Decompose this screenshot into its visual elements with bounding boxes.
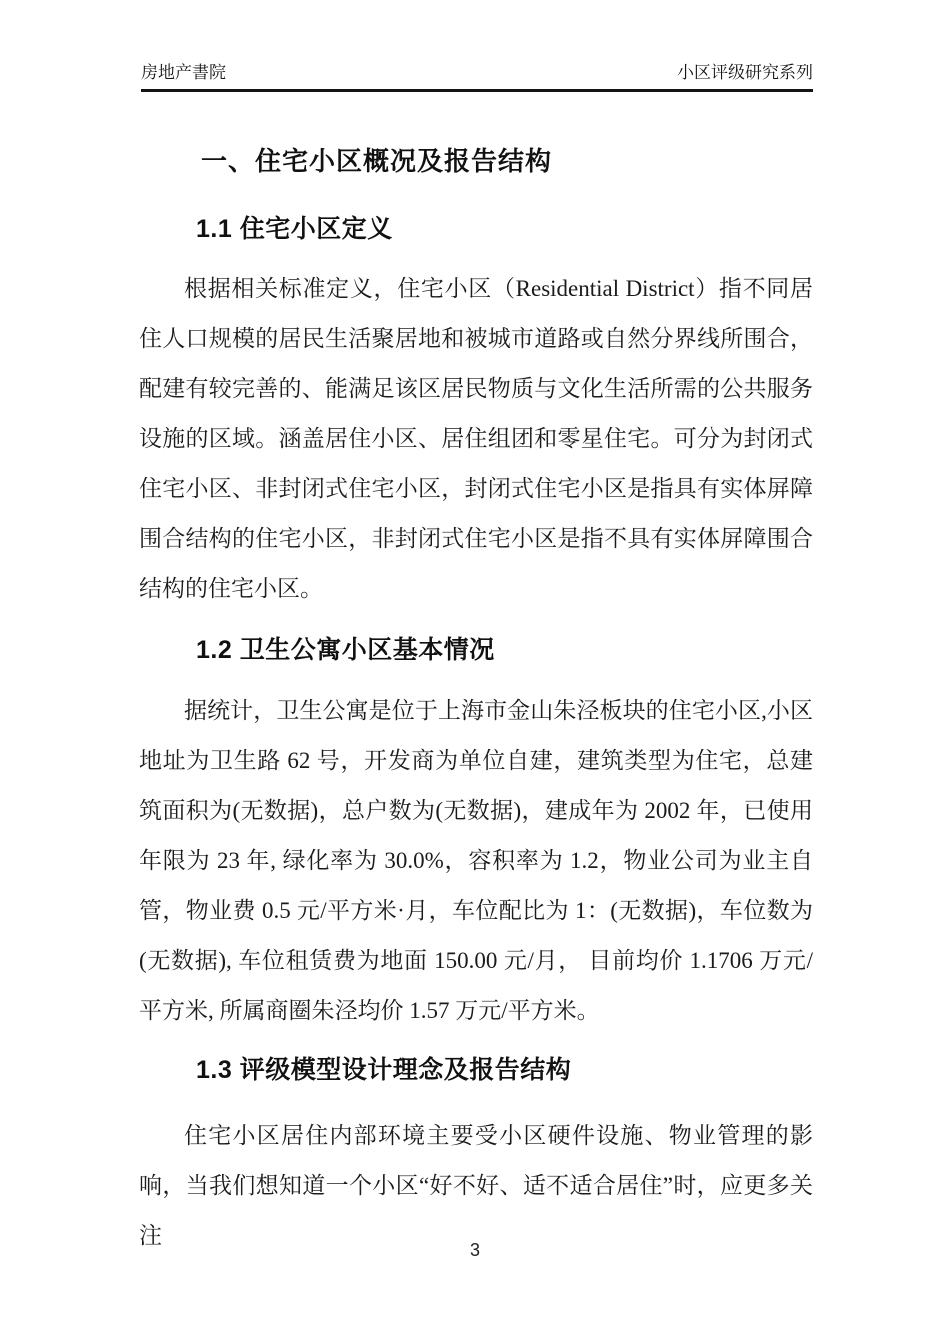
section-heading-1-2: 1.2 卫生公寓小区基本情况 [196, 636, 495, 664]
chapter-title: 一、住宅小区概况及报告结构 [201, 146, 553, 176]
page-number: 3 [469, 1240, 480, 1260]
section-1-1-paragraph: 根据相关标准定义，住宅小区（Residential District）指不同居住人口规模的居民生活聚居地和被城市道路或自然分界线所围合，配建有较完善的、能满足该区居民物质与文化生活所需的公共服务设施的区域。涵盖居住小区、居住组团和零星住宅。可分为封闭式住宅小区、非封闭式住宅小区，封闭式住宅小区是指具有实体屏障围合结构的住宅小区，非封闭式住宅小区是指不具有实体屏障围合结构的住宅小区。 [139, 276, 813, 601]
section-1-2-paragraph: 据统计，卫生公寓是位于上海市金山朱泾板块的住宅小区,小区地址为卫生路 62 号，开发商为单位自建，建筑类型为住宅，总建筑面积为(无数据)，总户数为(无数据)，建成年为 2002 年，已使用年限为 23 年, 绿化率为 30.0%，容积率为 1.2，物业公司为业主自管，物业费 0.5 元/平方米·月，车位配比为 1：(无数据)，车位数为(无数据), 车位租赁费为地面 150.00 元/月， 目前均价 1.1706 万元/平方米, 所属商圈朱泾均价 1.57 万元/平方米。 [139, 698, 813, 1023]
header-left-text: 房地产書院 [141, 63, 226, 82]
section-1-3-paragraph: 住宅小区居住内部环境主要受小区硬件设施、物业管理的影响，当我们想知道一个小区“好不好、适不适合居住”时，应更多关注 [139, 1123, 813, 1248]
page-header [141, 62, 813, 92]
section-heading-1-3: 1.3 评级模型设计理念及报告结构 [196, 1056, 572, 1084]
section-heading-1-1: 1.1 住宅小区定义 [196, 215, 393, 243]
page-footer [0, 1240, 950, 1261]
header-right-text: 小区评级研究系列 [677, 63, 813, 82]
